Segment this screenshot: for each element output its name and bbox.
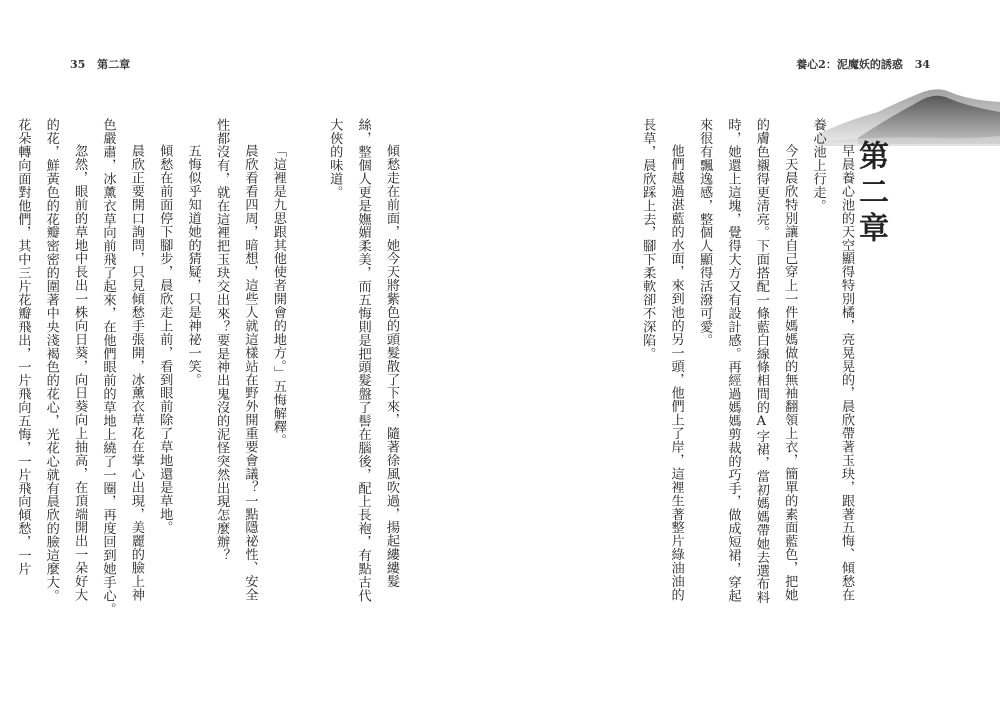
text-column: 晨欣看看四周，暗想，這些人就這樣站在野外開重要會議？一點隱祕性、安全 [242,144,258,602]
text-column: 的花，鮮黃色的花瓣密密的圍著中央淺褐色的花心，光花心就有晨欣的臉這麼大。 [43,118,59,603]
text-column: 他們越過湛藍的水面，來到池的另一頭，他們上了岸，這裡生著整片綠油油的 [668,144,684,602]
text-column: 早晨養心池的天空顯得特別橘，亮晃晃的，晨欣帶著玉玦，跟著五悔、傾愁在 [839,144,854,602]
left-running-title: 第二章 [97,58,131,71]
text-column: 養心池上行走。 [810,118,826,213]
text-column: 今天晨欣特別讓自己穿上一件媽媽做的無袖翻領上衣，簡單的素面藍色，把她 [782,144,798,602]
text-column: 「這裡是九思跟其他使者開會的地方。」五悔解釋。 [270,144,286,447]
right-page-number: 34 [914,58,930,71]
text-column: 五悔似乎知道她的猜疑，只是神祕一笑。 [185,144,201,387]
right-page [500,0,1000,709]
text-column: 色嚴肅，冰薰衣草向前飛了起來，在他們眼前的草地上繞了一圈，再度回到她手心。 [100,118,116,616]
text-column: 傾愁走在前面，她今天將紫色的頭髮散了下來，隨著徐風吹過，揚起縷縷髮 [384,144,399,588]
text-column: 的膚色襯得更清亮。下面搭配一條藍白線條相間的A字裙，當初媽媽帶她去選布料 [753,118,769,604]
left-page-header [62,56,130,72]
text-column: 傾愁在前面停下腳步，晨欣走上前，看到眼前除了草地還是草地。 [157,144,173,535]
chapter-title: 第二章 [853,140,888,248]
text-column: 忽然，眼前的草地中長出一株向日葵，向日葵向上抽高，在頂端開出一朵好大 [72,144,88,602]
right-page-body [633,118,860,638]
right-page-header [796,56,938,72]
blank-column [292,118,320,638]
text-column: 性都沒有，就在這裡把玉玦交出來？要是神出鬼沒的泥怪突然出現怎麼辦？ [214,118,230,562]
left-page-body [8,118,405,638]
text-column: 晨欣正要開口詢問，只見傾愁手張開，冰薰衣草花在掌心出現，美麗的臉上神 [128,144,144,602]
left-page-number: 35 [70,58,86,71]
right-running-title: 養心2：泥魔妖的誘惑 [796,58,903,71]
text-column: 來很有飄逸感，整個人顯得活潑可愛。 [697,118,713,347]
text-column: 長草，晨欣踩上去，腳下柔軟卻不深陷。 [640,118,656,361]
text-column: 大俠的味道。 [327,118,343,199]
text-column: 絲，整個人更是嫵媚柔美，而五悔則是把頭髮盤了髻在腦後，配上長袍，有點古代 [355,118,371,603]
text-column: 時，她還上這塊，覺得大方又有設計感。再經過媽媽剪裁的巧手，做成短裙，穿起 [725,118,741,603]
text-column: 花朵轉向面對他們，其中三片花瓣飛出，一片飛向五悔，一片飛向傾愁，一片 [15,118,31,576]
